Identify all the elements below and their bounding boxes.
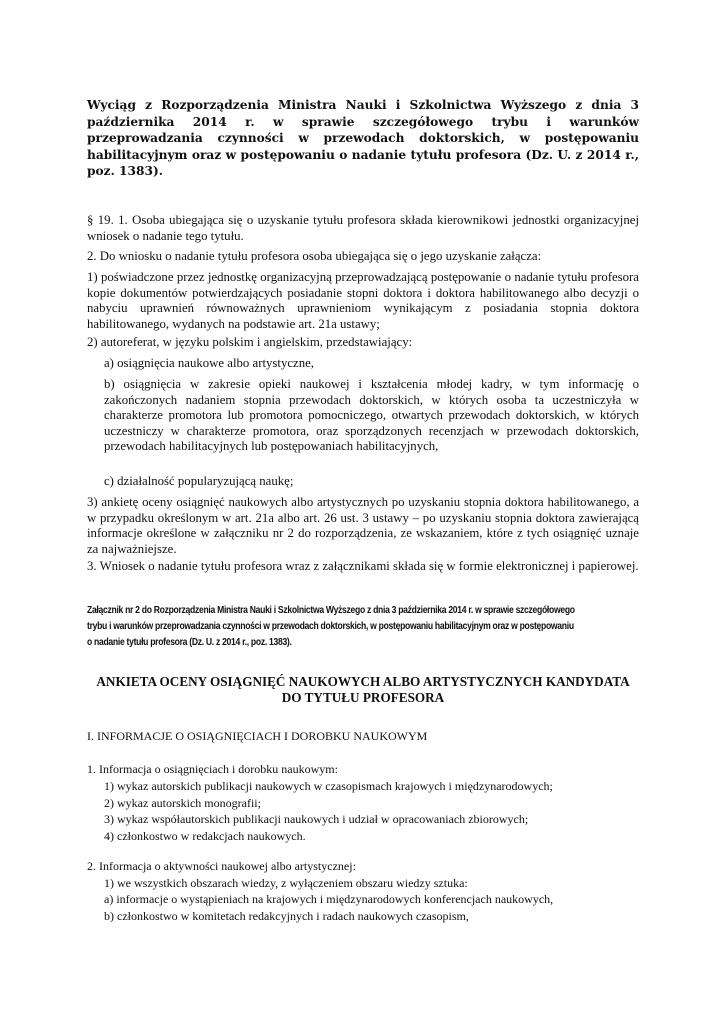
paragraph-19-2-item-2-a: a) osiągnięcia naukowe albo artystyczne, [104,356,314,370]
list-item: 1) we wszystkich obszarach wiedzy, z wyłączeniem obszaru wiedzy sztuka: [104,876,468,890]
list-item: 1) wykaz autorskich publikacji naukowych w czasopismach krajowych i międzynarodowych; [104,779,553,793]
document-title: Wyciąg z Rozporządzenia Ministra Nauki i Szkolnictwa Wyższego z dnia 3 października 2014 r. w sprawie szczegółowego trybu i warunków przeprowadzania czynności w przewodach doktorskich, w postępowaniu habilitacyjnym oraz w postępowaniu o nadanie tytułu profesora (Dz. U. z 2014 r., poz. 1383). [87,98,639,178]
annex-note-line: o nadanie tytułu profesora (Dz. U. z 2014 r., poz. 1383). [87,637,292,648]
list-item: 2. Informacja o aktywności naukowej albo artystycznej: [87,859,356,873]
survey-heading-line: DO TYTUŁU PROFESORA [281,690,445,705]
paragraph-19-2: 2. Do wniosku o nadanie tytułu profesora osoba ubiegająca się o jego uzyskanie załącza: [87,249,542,263]
paragraph-19-2-item-2-c: c) działalność popularyzującą naukę; [104,474,294,488]
paragraph-19-2-item-1: 1) poświadczone przez jednostkę organizacyjną przeprowadzającą postępowanie o nadanie tytułu profesora kopie dokumentów potwierdzających posiadanie stopni doktora i doktora habilitowanego albo decyzji o nabyciu uprawnień równoważnych uprawnieniom wynikającym z posiadania stopnia doktora habilitowanego, wydanych na podstawie art. 21a ustawy; [87,270,639,331]
paragraph-19-1: § 19. 1. Osoba ubiegająca się o uzyskanie tytułu profesora składa kierownikowi jednostki organizacyjnej wniosek o nadanie tego tytułu. [87,213,639,243]
list-item: 3) wykaz współautorskich publikacji naukowych i udział w opracowaniach zbiorowych; [104,812,529,826]
paragraph-19-2-item-2: 2) autoreferat, w języku polskim i angielskim, przedstawiający: [87,335,413,349]
list-item: 1. Informacja o osiągnięciach i dorobku naukowym: [87,762,338,776]
annex-note-line: trybu i warunków przeprowadzania czynności w przewodach doktorskich, w postępowaniu habilitacyjnym oraz w postępowaniu [87,621,574,632]
list-item: 4) członkostwo w redakcjach naukowych. [104,829,306,843]
survey-heading-line: ANKIETA OCENY OSIĄGNIĘĆ NAUKOWYCH ALBO ARTYSTYCZNYCH KANDYDATA [96,674,630,689]
annex-note [87,603,637,651]
list-item: 2) wykaz autorskich monografii; [104,796,261,810]
survey-heading [87,674,639,706]
list-item: a) informacje o wystąpieniach na krajowych i międzynarodowych konferencjach naukowych, [104,892,554,906]
paragraph-19-3: 3. Wniosek o nadanie tytułu profesora wraz z załącznikami składa się w formie elektronicznej i papierowej. [87,559,639,573]
part-1-heading: I. INFORMACJE O OSIĄGNIĘCIACH I DOROBKU NAUKOWYM [87,729,428,743]
annex-note-line: Załącznik nr 2 do Rozporządzenia Ministra Nauki i Szkolnictwa Wyższego z dnia 3 października 2014 r. w sprawie szczegółowego [87,605,575,616]
paragraph-19-2-item-2-b: b) osiągnięcia w zakresie opieki naukowej i kształcenia młodej kadry, w tym informację o zakończonych nadaniem stopnia przewodach doktorskich, w których osoba ta uczestniczyła w charakterze promotora lub promotora pomocniczego, otwartych przewodach doktorskich, w których uczestniczy w charakterze promotora, oraz sporządzonych recenzjach w przewodach doktorskich, przewodach habilitacyjnych lub postępowaniach habilitacyjnych, [104,377,639,454]
paragraph-19-2-item-3: 3) ankietę oceny osiągnięć naukowych albo artystycznych po uzyskaniu stopnia doktora habilitowanego, a w przypadku określonym w art. 21a albo art. 26 ust. 3 ustawy – po uzyskaniu stopnia doktora zawierającą informacje określone w załączniku nr 2 do rozporządzenia, ze wskazaniem, które z tych osiągnięć uznaje za najważniejsze. [87,495,639,556]
list-item: b) członkostwo w komitetach redakcyjnych i radach naukowych czasopism, [104,909,469,923]
